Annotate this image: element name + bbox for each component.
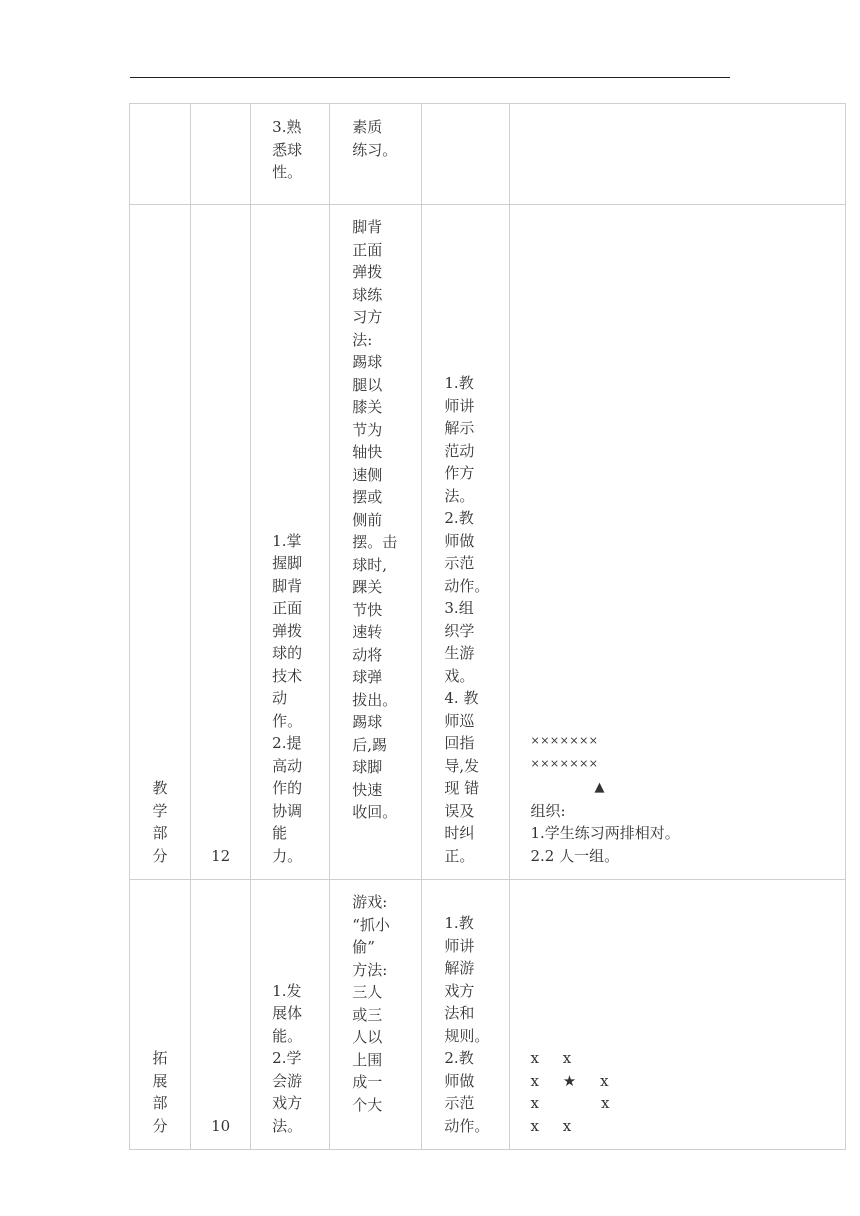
method-cell: 游戏: “抓小 偷” 方法: 三人 或三 人以 上围 成一 个大 bbox=[330, 880, 422, 1150]
goal-cell: 3.熟 悉球 性。 bbox=[251, 104, 330, 205]
table-row bbox=[130, 880, 846, 1150]
formation-row: ××××××× bbox=[530, 734, 599, 747]
time-cell: 10 bbox=[191, 880, 251, 1150]
formation-line: x ★ x bbox=[530, 1071, 609, 1090]
method-cell: 脚背 正面 弹拨 球练 习方 法: 踢球 腿以 膝关 节为 轴快 速侧 摆或 侧前 摆。击 球时, 踝关 节快 速转 动将 球弹 拔出。 踢球 后,踢 球脚 快速 收回。 bbox=[330, 205, 422, 880]
method-cell: 素质 练习。 bbox=[330, 104, 422, 205]
formation-row: ××××××× bbox=[530, 756, 599, 770]
lesson-plan-table bbox=[129, 103, 846, 1150]
time-cell: 12 bbox=[191, 205, 251, 880]
organization-cell bbox=[509, 104, 846, 205]
teacher-cell: 1.教 师讲 解示 范动 作方 法。 2.教 师做 示范 动作。 3.组 织学 生游 戏。 4. 教 师巡 回指 导,发 现 错 误及 时纠 正。 bbox=[422, 205, 509, 880]
section-cell: 拓 展 部 分 bbox=[130, 880, 191, 1150]
section-cell bbox=[130, 104, 191, 205]
header-rule bbox=[130, 77, 730, 78]
organization-label: 组织: bbox=[530, 801, 566, 820]
formation-line: x x bbox=[530, 1094, 610, 1112]
teacher-marker-icon: ▲ bbox=[594, 780, 605, 795]
teacher-cell: 1.教 师讲 解游 戏方 法和 规则。 2.教 师做 示范 动作。 bbox=[422, 880, 509, 1150]
formation-line: x x bbox=[530, 1049, 572, 1067]
organization-cell bbox=[509, 205, 846, 880]
table-row bbox=[130, 104, 846, 205]
teacher-cell bbox=[422, 104, 509, 205]
organization-item: 2.2 人一组。 bbox=[530, 846, 620, 865]
table-row bbox=[130, 205, 846, 880]
formation-line: x x bbox=[530, 1116, 572, 1135]
section-cell: 教 学 部 分 bbox=[130, 205, 191, 880]
goal-cell: 1.发 展体 能。 2.学 会游 戏方 法。 bbox=[251, 880, 330, 1150]
organization-item: 1.学生练习两排相对。 bbox=[530, 824, 680, 842]
organization-cell bbox=[509, 880, 846, 1150]
goal-cell: 1.掌 握脚 脚背 正面 弹拨 球的 技术 动 作。 2.提 高动 作的 协调 能 力。 bbox=[251, 205, 330, 880]
time-cell bbox=[191, 104, 251, 205]
